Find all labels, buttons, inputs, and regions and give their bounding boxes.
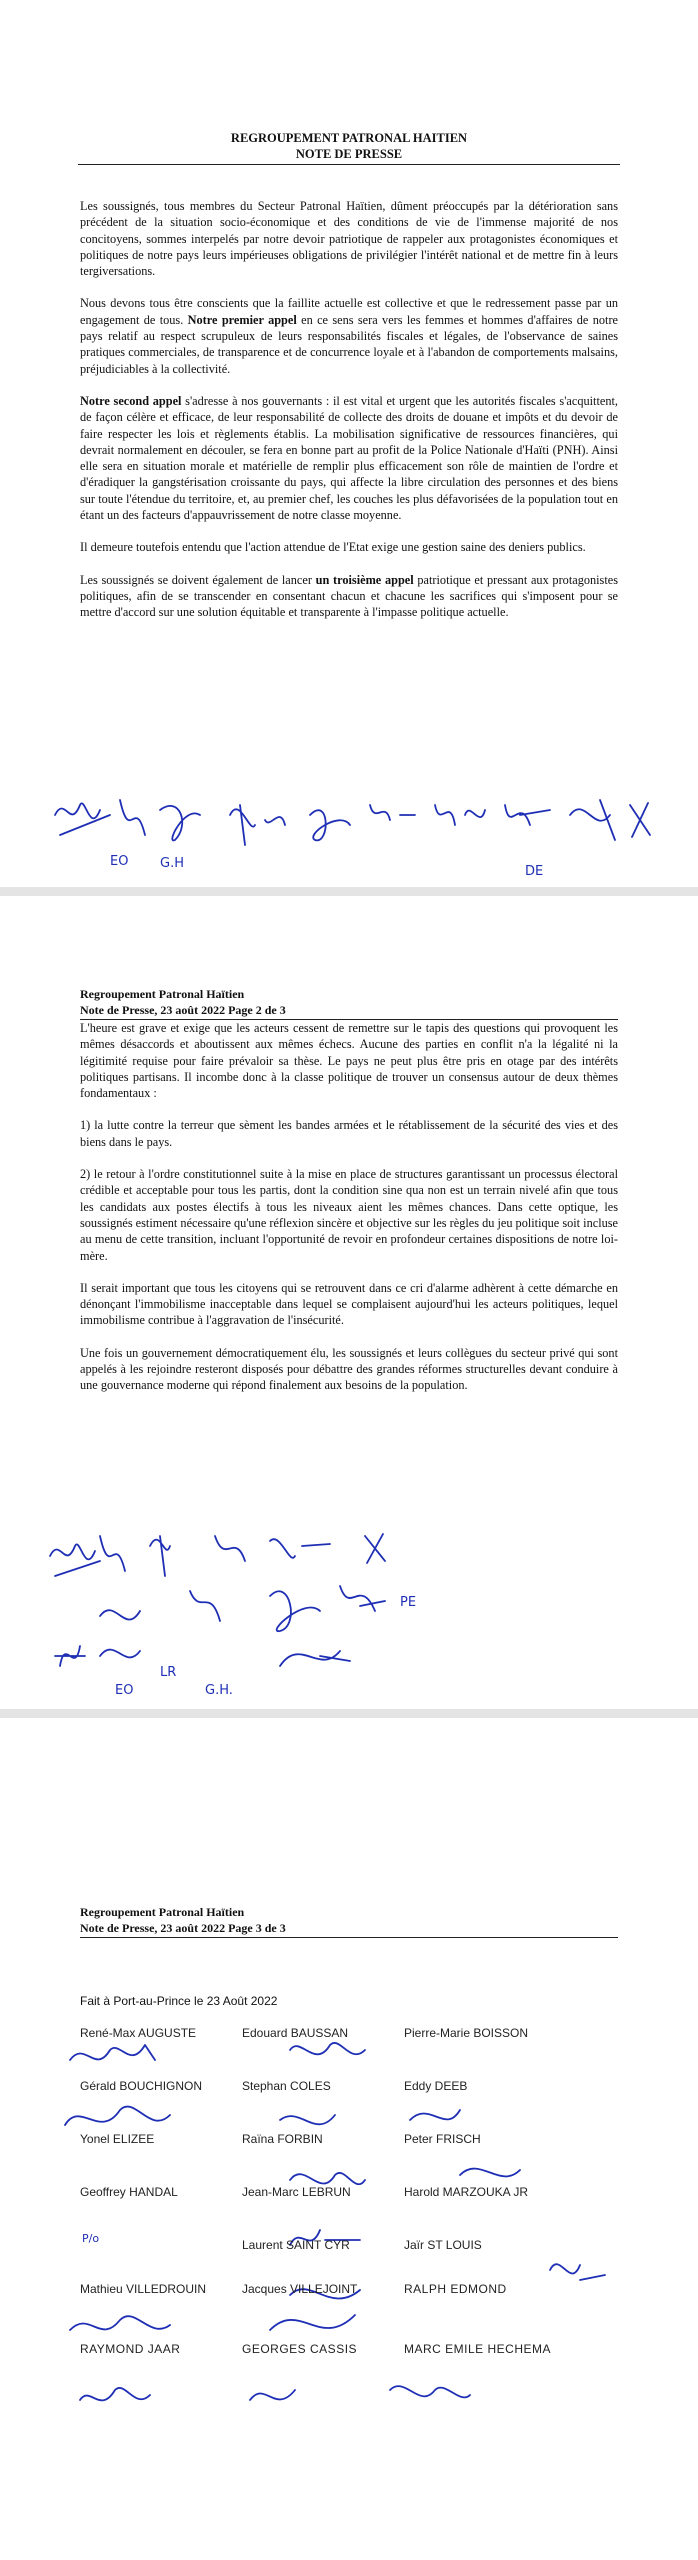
paragraph: L'heure est grave et exige que les acteurs cessent de remettre sur le tapis des questions qui provoquent les mêmes désaccords et aboutissent aux mêmes échecs. Aucune des parties en conflit n'a la légalité ni la légitimité requise pour faire prévaloir sa thèse. Le pays ne peut plus être pris en otage par des intérêts politiques partisans. Il incombe donc à la classe politique de trouver un consensus autour de deux thèmes fondamentaux :	[80, 1021, 618, 1101]
page2-header	[80, 986, 618, 1020]
signature	[55, 1646, 85, 1666]
page-gap	[0, 1709, 698, 1718]
signature	[100, 1536, 125, 1571]
page2-ref: Note de Presse, 23 août 2022 Page 2 de 3	[80, 1003, 286, 1017]
initials: EO	[115, 1683, 134, 1698]
page3-org: Regroupement Patronal Haïtien	[80, 1905, 245, 1919]
page1-signatures	[40, 785, 660, 880]
page3-ref: Note de Presse, 23 août 2022 Page 3 de 3	[80, 1921, 286, 1935]
initials: LR	[160, 1665, 177, 1680]
initials: G.H.	[205, 1683, 233, 1698]
initials: DE	[525, 864, 544, 879]
page2-body	[80, 1020, 618, 1410]
signatory-row	[80, 2079, 620, 2132]
initials: P/o	[82, 2232, 100, 2245]
signatory-name: Mathieu VILLEDROUIN	[80, 2282, 207, 2296]
page1-doc-title: NOTE DE PRESSE	[295, 147, 403, 161]
signature	[570, 800, 615, 840]
signature	[50, 1544, 100, 1576]
signatory-name: RALPH EDMOND	[404, 2282, 507, 2296]
signature	[190, 1591, 220, 1621]
paragraph: Les soussignés, tous membres du Secteur Patronal Haïtien, dûment préoccupés par la détérioration sans précédent de la situation socio-économique et des conditions de vie de l'immense majorité de nos concitoyens, sommes interpelés par notre devoir patriotique de rappeler aux protagonistes économiques et politiques de notre pays leurs impérieuses obligations de privilégier l'intérêt national et de mettre fin à leurs tergiversations.	[80, 199, 618, 279]
signature	[270, 1539, 330, 1558]
signatory-name: René-Max AUGUSTE	[80, 2026, 197, 2040]
paragraph: Nous devons tous être conscients que la faillite actuelle est collective et que le redressement passe par un engagement de tous. Notre premier appel en ce sens sera vers les femmes et hommes d'affaires de notre pays relatif au respect scrupuleux de leurs responsabilités fiscales et légales, de l'observance de saines pratiques commerciales, de transparence et de concurrence loyale et à l'abandon de comportements malsains, préjudiciables à la collectivité.	[80, 296, 619, 376]
signatory-row	[80, 2185, 620, 2238]
initials: PE	[400, 1595, 417, 1610]
signatory-name: Harold MARZOUKA JR	[404, 2185, 529, 2199]
signature	[100, 1650, 140, 1658]
signatory-name: Stephan COLES	[242, 2079, 331, 2093]
paragraph: Il demeure toutefois entendu que l'action attendue de l'Etat exige une gestion saine des deniers publics.	[80, 540, 586, 555]
signature	[435, 805, 485, 825]
signatory-row	[80, 2026, 620, 2079]
signatory-name: Pierre-Marie BOISSON	[404, 2026, 529, 2040]
initials: G.H	[160, 856, 184, 871]
page1-body	[80, 198, 618, 637]
signature	[310, 810, 350, 840]
signatory-name: GEORGES CASSIS	[242, 2342, 358, 2356]
signature	[630, 803, 650, 837]
initials: EO	[110, 854, 129, 869]
signatory-name: Jacques VILLEJOINT	[242, 2282, 358, 2296]
signature	[370, 805, 415, 820]
page3-header	[80, 1904, 618, 1938]
page1-org: REGROUPEMENT PATRONAL HAITIEN	[230, 131, 468, 145]
page-gap	[0, 887, 698, 896]
paragraph: Les soussignés se doivent également de lancer un troisième appel patriotique et pressant aux protagonistes politiques, afin de se transcender en consentant chacun et chacune les sacrifices qui s'imposent pour se mettre d'accord sur une solution équitable et transparente à l'impasse politique actuelle.	[80, 572, 618, 620]
signatory-name: Jean-Marc LEBRUN	[242, 2185, 351, 2199]
signatory-row	[80, 2282, 620, 2342]
page1-header	[78, 130, 620, 162]
signatory-row	[80, 2342, 620, 2395]
paragraph: Il serait important que tous les citoyens qui se retrouvent dans ce cri d'alarme adhèrent à cette démarche en dénonçant l'immobilisme inacceptable dans lequel se complaisent aujourd'hui les acteurs politiques, lequel immobilisme contribue à l'aggravation de l'insécurité.	[80, 1280, 618, 1328]
signatory-name: Yonel ELIZEE	[80, 2132, 155, 2146]
signatory-name: Jaïr ST LOUIS	[404, 2238, 482, 2252]
header-rule	[80, 1937, 618, 1938]
signatory-name: Gérald BOUCHIGNON	[80, 2079, 203, 2093]
signature	[215, 1536, 245, 1561]
page-2	[0, 896, 698, 1709]
signature	[340, 1586, 385, 1611]
paragraph: Une fois un gouvernement démocratiquement élu, les soussignés et leurs collègues du secteur privé qui sont appelés à les rejoindre resteront disposés pour débattre des grandes réformes structurelles devant conduire à une gouvernance moderne qui répond finalement aux besoins de la population.	[80, 1345, 618, 1393]
signature	[280, 1651, 350, 1666]
signatory-name: Geoffrey HANDAL	[80, 2185, 178, 2199]
paragraph: 1) la lutte contre la terreur que sèment les bandes armées et le rétablissement de la sécurité des vies et des biens dans le pays.	[80, 1118, 618, 1149]
signature	[100, 1610, 140, 1619]
signature	[230, 805, 285, 845]
page-1	[0, 0, 698, 887]
page2-signatures	[40, 1516, 620, 1701]
page2-org: Regroupement Patronal Haïtien	[80, 987, 245, 1001]
signature	[160, 806, 200, 841]
signature	[505, 805, 550, 825]
paragraph: 2) le retour à l'ordre constitutionnel suite à la mise en place de structures garantissant un processus électoral crédible et acceptable pour tous les partis, dont la condition sine qua non est un terrain nivelé afin que tous les candidats aux postes électifs à tous les niveaux aient les mêmes chances. Dans cette optique, les soussignés estiment nécessaire qu'une réflexion sincère et objective sur les règles du jeu politique soit incluse au menu de cette transition, incluant l'opportunité de revoir en profondeur certaines dispositions de notre loi-mère.	[80, 1167, 619, 1263]
signatory-name: Raïna FORBIN	[242, 2132, 323, 2146]
header-rule	[78, 164, 620, 165]
signatory-row	[80, 2238, 620, 2282]
signature	[150, 1536, 170, 1576]
signatory-name: RAYMOND JAAR	[80, 2342, 181, 2356]
signatory-name: Edouard BAUSSAN	[242, 2026, 349, 2040]
signature	[270, 1591, 320, 1631]
signatory-name: Eddy DEEB	[404, 2079, 468, 2093]
signature	[55, 803, 110, 835]
signatory-row	[80, 2132, 620, 2185]
signatory-roster	[80, 1998, 620, 2395]
signatory-name: Peter FRISCH	[404, 2132, 481, 2146]
signatory-name: MARC EMILE HECHEMA	[404, 2342, 552, 2356]
signature	[365, 1534, 385, 1563]
signing-place-date: Fait à Port-au-Prince le 23 Août 2022	[80, 1994, 278, 2008]
signature	[120, 800, 145, 835]
paragraph: Notre second appel s'adresse à nos gouvernants : il est vital et urgent que les autorités fiscales s'acquittent, de façon célère et efficace, de leur responsabilité de collecte des droits de douane et impôts et du devoir de faire respecter les lois et règlements établis. La mobilisation significative de ressources financières, qui devrait normalement en découler, se fera en bonne part au profit de la Police Nationale d'Haïti (PNH). Ainsi elle sera en situation morale et matérielle de remplir plus efficacement son rôle de maintien de l'ordre et d'éradiquer la gangstérisation croissante du pays, qui affecte la libre circulation des personnes et des biens sur toute l'étendue du territoire, et, au premier chef, les couches les plus défavorisées de la population tout en étant un des facteurs d'appauvrissement de notre classe moyenne.	[80, 393, 618, 523]
signatory-name: Laurent SAINT CYR	[242, 2238, 350, 2252]
